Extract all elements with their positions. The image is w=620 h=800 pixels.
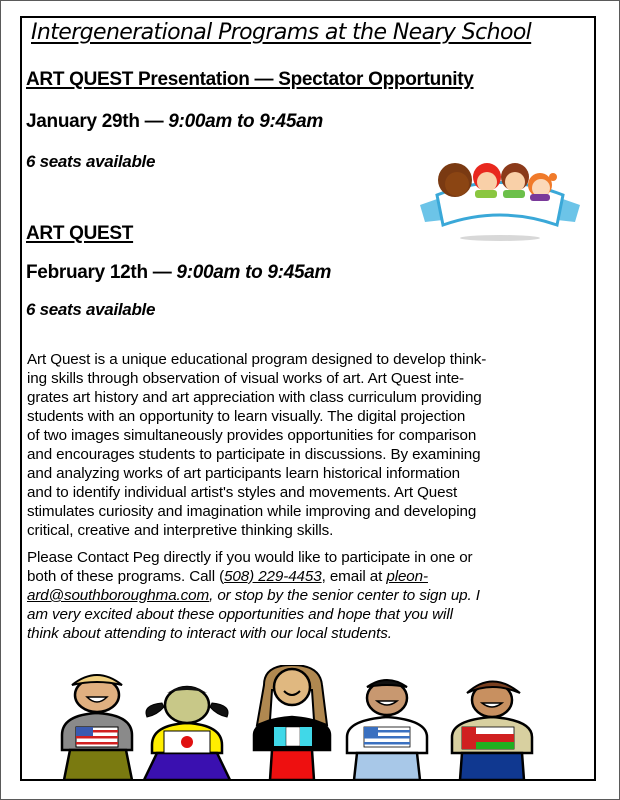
contact-text: both of these programs. Call ( xyxy=(27,568,225,585)
contact-line xyxy=(27,586,595,605)
description-line: students with an opportunity to learn visually. The digital projection xyxy=(27,408,466,425)
description-line: critical, creative and interpretive thinking skills. xyxy=(27,522,334,539)
event-1-datetime xyxy=(26,111,323,133)
contact-line xyxy=(27,567,595,586)
event-2-date: February 12th — xyxy=(26,262,177,283)
kid-guatemala-icon xyxy=(254,665,330,780)
contact-text: think about attending to interact with our local students. xyxy=(27,625,392,642)
description-line: ing skills through observation of visual works of art. Art Quest inte- xyxy=(27,370,465,387)
event-2-datetime xyxy=(26,262,331,284)
kid-usa-icon xyxy=(62,675,132,780)
contact-line xyxy=(27,624,595,643)
description-line: stimulates curiosity and imagination while improving and developing xyxy=(27,503,477,520)
description-line: grates art history and art appreciation with class curriculum providing xyxy=(27,389,482,406)
email-link-part2[interactable]: ard@southboroughma.com xyxy=(27,587,210,604)
kid-oman-icon xyxy=(452,682,532,781)
description-line: and analyzing works of art participants learn historical information xyxy=(27,465,461,482)
description-line: Art Quest is a unique educational program designed to develop think- xyxy=(27,351,487,368)
event-1-time: 9:00am to 9:45am xyxy=(168,111,323,132)
contact-text: , email at xyxy=(321,568,387,585)
description-line: and encourages students to participate in discussions. By examining xyxy=(27,446,481,463)
event-2-seats: 6 seats available xyxy=(26,300,156,319)
description-line: of two images simultaneously provides opportunities for comparison xyxy=(27,427,477,444)
event-2-heading: ART QUEST xyxy=(26,223,134,244)
flyer-title: Intergenerational Programs at the Neary School xyxy=(31,20,532,45)
event-1-date: January 29th — xyxy=(26,111,169,132)
description-line: and to identify individual artist's styles and movements. Art Quest xyxy=(27,484,458,501)
event-1-heading: ART QUEST Presentation — Spectator Opportunity xyxy=(26,69,474,90)
kid-greece-icon xyxy=(347,680,427,780)
contact-line xyxy=(27,605,595,624)
kid-japan-icon xyxy=(144,687,230,781)
kids-banner-illustration xyxy=(415,150,585,250)
contact-paragraph xyxy=(27,548,595,643)
event-2-time: 9:00am to 9:45am xyxy=(176,262,332,283)
event-1-seats: 6 seats available xyxy=(26,152,156,171)
email-link-part1[interactable]: pleon- xyxy=(386,568,428,585)
children-flags-illustration xyxy=(42,665,572,780)
flyer-frame xyxy=(20,16,596,781)
contact-text: , or stop by the senior center to sign up. I xyxy=(209,587,480,604)
contact-line: Please Contact Peg directly if you would like to participate in one or xyxy=(27,549,473,566)
program-description xyxy=(27,350,595,540)
phone-link[interactable]: 508) 229-4453 xyxy=(224,568,322,585)
contact-text: am very excited about these opportunities and hope that you will xyxy=(27,606,453,623)
